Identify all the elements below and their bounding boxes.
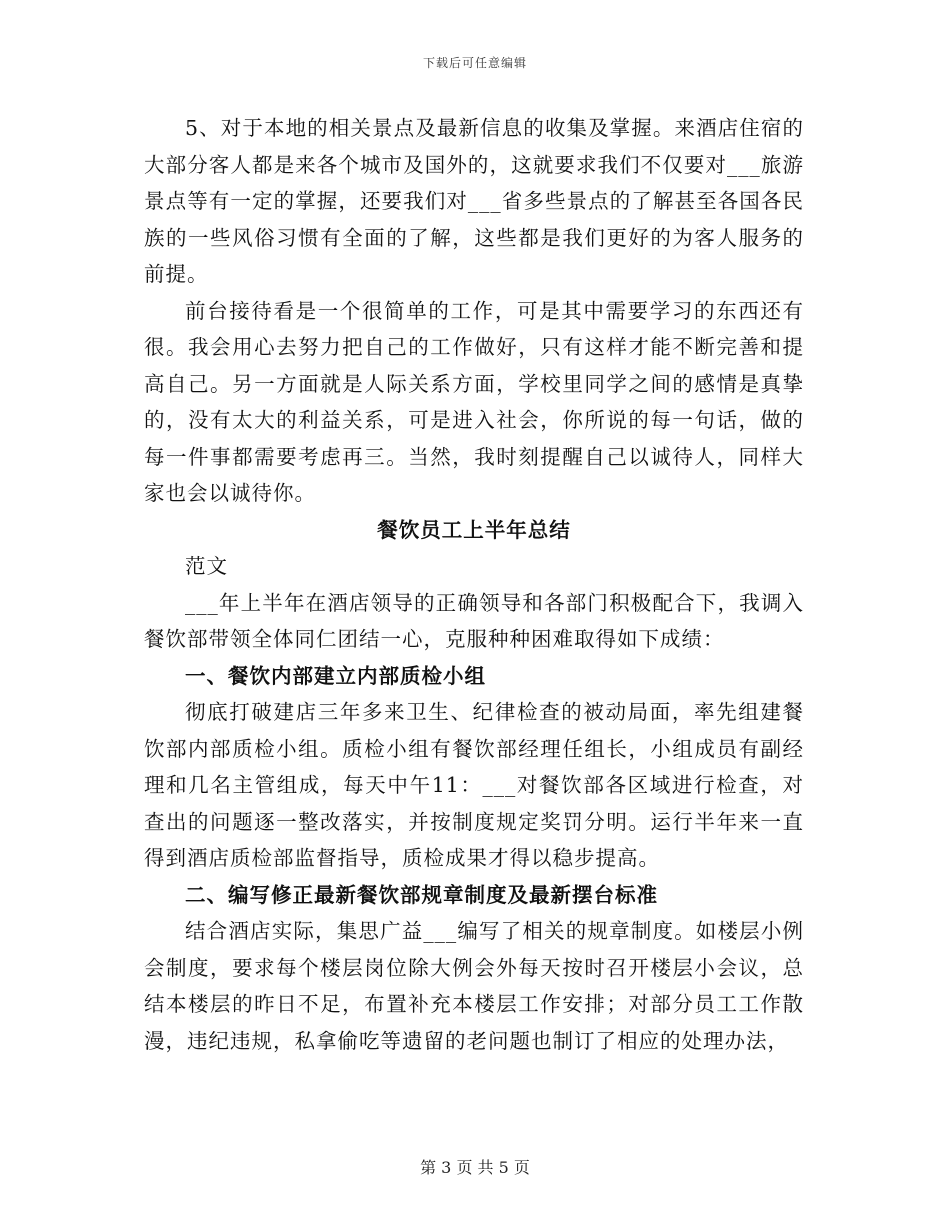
paragraph-intro: ___年上半年在酒店领导的正确领导和各部门积极配合下，我调入餐饮部带领全体同仁团结一心，克服种种困难取得如下成绩：: [144, 590, 804, 651]
paragraph-section-2: 结合酒店实际，集思广益___编写了相关的规章制度。如楼层小例会制度，要求每个楼层岗位除大例会外每天按时召开楼层小会议，总结本楼层的昨日不足，布置补充本楼层工作安排；对部分员工工作散漫，违纪违规，私拿偷吃等遗留的老问题也制订了相应的处理办法，: [144, 919, 804, 1053]
document-body: [144, 110, 804, 1059]
paragraph-section-1: 彻底打破建店三年多来卫生、纪律检查的被动局面，率先组建餐饮部内部质检小组。质检小组有餐饮部经理任组长，小组成员有副经理和几名主管组成，每天中午11：___对餐饮部各区域进行检查，对查出的问题逐一整改落实，并按制度规定奖罚分明。运行半年来一直得到酒店质检部监督指导，质检成果才得以稳步提高。: [144, 700, 804, 870]
page-number: 第 3 页 共 5 页: [420, 1158, 530, 1177]
paragraph-item-5: 5、对于本地的相关景点及最新信息的收集及掌握。来酒店住宿的大部分客人都是来各个城市及国外的，这就要求我们不仅要对___旅游景点等有一定的掌握，还要我们对___省多些景点的了解甚至各国各民族的一些风俗习惯有全面的了解，这些都是我们更好的为客人服务的前提。: [144, 116, 804, 286]
header-note: 下载后可任意编辑: [422, 56, 527, 70]
paragraph-closing: 前台接待看是一个很简单的工作，可是其中需要学习的东西还有很。我会用心去努力把自己的工作做好，只有这样才能不断完善和提高自己。另一方面就是人际关系方面，学校里同学之间的感情是真挚的，没有太大的利益关系，可是进入社会，你所说的每一句话，做的每一件事都需要考虑再三。当然，我时刻提醒自己以诚待人，同样大家也会以诚待你。: [144, 298, 804, 505]
section-heading-2: 二、编写修正最新餐饮部规章制度及最新摆台标准: [185, 882, 658, 907]
document-subtitle: 范文: [185, 554, 228, 578]
section-heading-1: 一、餐饮内部建立内部质检小组: [185, 663, 486, 688]
document-title: 餐饮员工上半年总结: [377, 517, 571, 542]
